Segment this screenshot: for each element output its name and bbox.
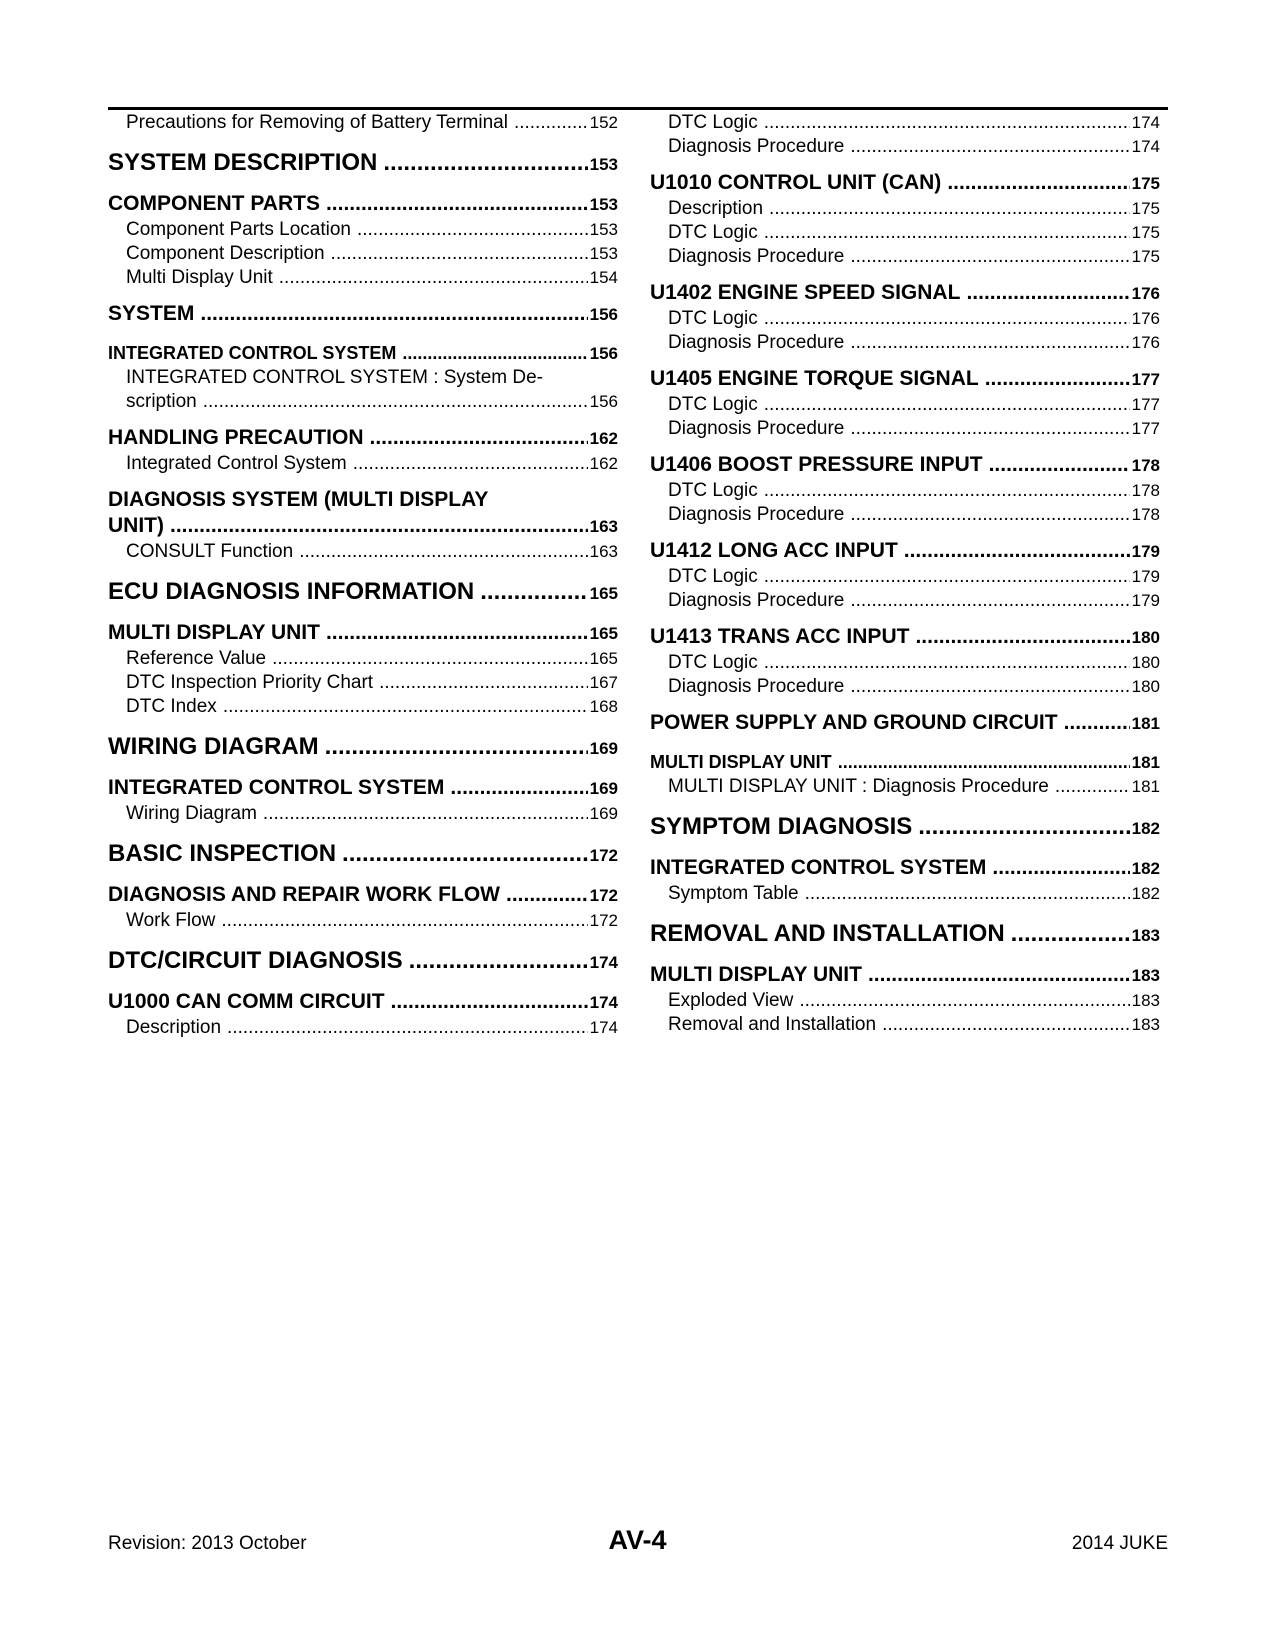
dot-leader bbox=[805, 882, 1130, 906]
toc-entry-page: 156 bbox=[589, 344, 618, 363]
dot-leader bbox=[915, 624, 1129, 650]
toc-entry-page: 174 bbox=[589, 993, 618, 1012]
dot-leader bbox=[764, 393, 1130, 417]
toc-entry-page: 183 bbox=[1131, 1015, 1160, 1034]
toc-entry-title: U1000 CAN COMM CIRCUIT bbox=[108, 990, 385, 1013]
dot-leader bbox=[966, 280, 1129, 306]
toc-entry[interactable] bbox=[650, 624, 1160, 651]
dot-leader bbox=[227, 1016, 588, 1040]
toc-entry-title: Removal and Installation bbox=[668, 1014, 877, 1035]
dot-leader bbox=[882, 1013, 1130, 1037]
toc-entry[interactable] bbox=[108, 425, 618, 452]
toc-entry-title: Work Flow bbox=[126, 910, 216, 931]
toc-entry[interactable] bbox=[650, 651, 1160, 675]
toc-entry[interactable] bbox=[108, 366, 618, 414]
toc-entry-title: U1405 ENGINE TORQUE SIGNAL bbox=[650, 367, 979, 390]
dot-leader bbox=[402, 341, 587, 366]
dot-leader bbox=[838, 750, 1130, 775]
toc-entry-title: Diagnosis Procedure bbox=[668, 590, 845, 611]
toc-entry[interactable] bbox=[108, 620, 618, 647]
toc-entry-title: SYSTEM DESCRIPTION bbox=[108, 149, 378, 176]
toc-entry-title: UNIT) bbox=[108, 514, 164, 537]
dot-leader bbox=[379, 671, 588, 695]
toc-entry-page: 163 bbox=[589, 542, 618, 561]
toc-entry[interactable] bbox=[650, 589, 1160, 613]
dot-leader bbox=[850, 331, 1129, 355]
toc-entry[interactable] bbox=[650, 503, 1160, 527]
dot-leader bbox=[1011, 919, 1130, 949]
toc-entry-page: 165 bbox=[589, 584, 618, 603]
toc-entry-title: ECU DIAGNOSIS INFORMATION bbox=[108, 578, 475, 605]
toc-entry[interactable] bbox=[650, 452, 1160, 479]
toc-entry-page: 175 bbox=[1131, 199, 1160, 218]
toc-entry-title: SYMPTOM DIAGNOSIS bbox=[650, 813, 913, 840]
toc-entry[interactable] bbox=[108, 218, 618, 242]
toc-entry[interactable] bbox=[650, 245, 1160, 269]
header-rule bbox=[108, 107, 1168, 110]
toc-entry-page: 181 bbox=[1131, 714, 1160, 733]
dot-leader bbox=[918, 812, 1129, 842]
toc-entry-page: 169 bbox=[589, 804, 618, 823]
dot-leader bbox=[850, 503, 1129, 527]
toc-entry-title: Diagnosis Procedure bbox=[668, 332, 845, 353]
dot-leader bbox=[263, 802, 588, 826]
dot-leader bbox=[799, 989, 1129, 1013]
dot-leader bbox=[506, 882, 588, 908]
toc-entry-page: 169 bbox=[589, 739, 618, 758]
dot-leader bbox=[353, 452, 588, 476]
toc-entry-title: U1010 CONTROL UNIT (CAN) bbox=[650, 171, 942, 194]
toc-entry-title: Exploded View bbox=[668, 990, 794, 1011]
dot-leader bbox=[357, 218, 588, 242]
toc-entry-page: 174 bbox=[589, 1018, 618, 1037]
toc-entry-page: 183 bbox=[1131, 991, 1160, 1010]
toc-entry-page: 165 bbox=[589, 624, 618, 643]
toc-entry-page: 177 bbox=[1131, 370, 1160, 389]
toc-entry-title-line: DIAGNOSIS SYSTEM (MULTI DISPLAY bbox=[108, 488, 489, 511]
toc-entry[interactable] bbox=[108, 732, 618, 764]
dot-leader bbox=[450, 775, 587, 801]
toc-entry-page: 177 bbox=[1131, 419, 1160, 438]
toc-entry-page: 176 bbox=[1131, 309, 1160, 328]
toc-entry-title: INTEGRATED CONTROL SYSTEM bbox=[650, 856, 987, 879]
toc-entry-title: Component Description bbox=[126, 243, 325, 264]
toc-entry-page: 179 bbox=[1131, 567, 1160, 586]
page-id: AV-4 bbox=[608, 1525, 667, 1555]
toc-entry-title-line: INTEGRATED CONTROL SYSTEM : System De- bbox=[126, 367, 543, 388]
toc-entry[interactable] bbox=[108, 540, 618, 564]
revision-label: Revision: 2013 October bbox=[108, 1533, 307, 1554]
toc-entry-title: Component Parts Location bbox=[126, 219, 351, 240]
toc-entry[interactable] bbox=[108, 301, 618, 328]
toc-entry-page: 153 bbox=[589, 155, 618, 174]
toc-entry-page: 175 bbox=[1131, 247, 1160, 266]
toc-entry-title: COMPONENT PARTS bbox=[108, 192, 320, 215]
toc-entry-page: 180 bbox=[1131, 677, 1160, 696]
toc-entry-title: WIRING DIAGRAM bbox=[108, 733, 319, 760]
toc-entry-title: REMOVAL AND INSTALLATION bbox=[650, 920, 1005, 947]
toc-entry-title: Symptom Table bbox=[668, 883, 799, 904]
toc-entry-title: Diagnosis Procedure bbox=[668, 418, 845, 439]
toc-entry[interactable] bbox=[650, 111, 1160, 135]
dot-leader bbox=[170, 513, 588, 539]
toc-entry-page: 180 bbox=[1131, 653, 1160, 672]
toc-entry-page: 180 bbox=[1131, 628, 1160, 647]
toc-entry-page: 174 bbox=[1131, 137, 1160, 156]
toc-entry-page: 181 bbox=[1131, 777, 1160, 796]
toc-entry[interactable] bbox=[108, 148, 618, 180]
toc-entry-title: MULTI DISPLAY UNIT bbox=[650, 963, 862, 986]
dot-leader bbox=[850, 135, 1129, 159]
toc-entry[interactable] bbox=[650, 307, 1160, 331]
toc-entry[interactable] bbox=[108, 839, 618, 871]
toc-entry[interactable] bbox=[650, 331, 1160, 355]
toc-entry-page: 163 bbox=[589, 517, 618, 536]
toc-entry-title: Description bbox=[668, 198, 764, 219]
toc-entry-page: 183 bbox=[1131, 966, 1160, 985]
toc-entry[interactable] bbox=[108, 341, 618, 366]
toc-entry[interactable] bbox=[108, 671, 618, 695]
toc-entry-page: 172 bbox=[589, 911, 618, 930]
toc-entry-page: 176 bbox=[1131, 333, 1160, 352]
toc-entry-page: 156 bbox=[589, 392, 618, 411]
toc-entry-page: 156 bbox=[589, 305, 618, 324]
toc-entry-page: 172 bbox=[589, 846, 618, 865]
dot-leader bbox=[331, 242, 588, 266]
dot-leader bbox=[203, 390, 588, 414]
dot-leader bbox=[764, 565, 1130, 589]
toc-entry-title: MULTI DISPLAY UNIT bbox=[650, 752, 832, 772]
toc-entry-title: Reference Value bbox=[126, 648, 267, 669]
toc-entry-page: 169 bbox=[589, 779, 618, 798]
toc-entry-title: MULTI DISPLAY UNIT : Diagnosis Procedure bbox=[668, 776, 1049, 797]
toc-entry-title: scription bbox=[126, 391, 197, 412]
toc-entry-page: 179 bbox=[1131, 591, 1160, 610]
toc-entry[interactable] bbox=[650, 882, 1160, 906]
toc-entry[interactable] bbox=[650, 675, 1160, 699]
dot-leader bbox=[947, 170, 1129, 196]
dot-leader bbox=[200, 301, 587, 327]
toc-entry-page: 165 bbox=[589, 649, 618, 668]
dot-leader bbox=[985, 366, 1130, 392]
dot-leader bbox=[342, 839, 588, 869]
dot-leader bbox=[764, 221, 1130, 245]
toc-entry-page: 178 bbox=[1131, 481, 1160, 500]
toc-column-left bbox=[108, 111, 618, 1040]
toc-entry-page: 153 bbox=[589, 220, 618, 239]
dot-leader bbox=[850, 589, 1129, 613]
toc-entry-title: MULTI DISPLAY UNIT bbox=[108, 621, 320, 644]
toc-entry-title: DTC Logic bbox=[668, 394, 758, 415]
dot-leader bbox=[279, 266, 588, 290]
page-footer bbox=[0, 1525, 1275, 1565]
toc-entry-page: 182 bbox=[1131, 859, 1160, 878]
toc-entry-title: Multi Display Unit bbox=[126, 267, 273, 288]
toc-entry[interactable] bbox=[108, 191, 618, 218]
dot-leader bbox=[904, 538, 1130, 564]
dot-leader bbox=[850, 245, 1129, 269]
toc-entry-page: 167 bbox=[589, 673, 618, 692]
toc-entry[interactable] bbox=[108, 242, 618, 266]
toc-entry-page: 172 bbox=[589, 886, 618, 905]
toc-entry-page: 183 bbox=[1131, 926, 1160, 945]
toc-entry-page: 152 bbox=[589, 113, 618, 132]
dot-leader bbox=[370, 425, 588, 451]
dot-leader bbox=[272, 647, 588, 671]
toc-entry[interactable] bbox=[650, 479, 1160, 503]
toc-entry-page: 153 bbox=[589, 244, 618, 263]
toc-entry-title: DTC Logic bbox=[668, 112, 758, 133]
toc-entry[interactable] bbox=[650, 565, 1160, 589]
toc-entry-page: 174 bbox=[589, 953, 618, 972]
toc-entry-page: 182 bbox=[1131, 884, 1160, 903]
toc-entry-title: HANDLING PRECAUTION bbox=[108, 426, 364, 449]
toc-entry-title: BASIC INSPECTION bbox=[108, 840, 337, 867]
toc-entry-title: Diagnosis Procedure bbox=[668, 136, 845, 157]
dot-leader bbox=[764, 651, 1130, 675]
toc-entry[interactable] bbox=[108, 775, 618, 802]
dot-leader bbox=[764, 307, 1130, 331]
toc-entry-title: DTC Index bbox=[126, 696, 217, 717]
toc-entry-page: 175 bbox=[1131, 174, 1160, 193]
toc-entry[interactable] bbox=[650, 417, 1160, 441]
dot-leader bbox=[850, 417, 1129, 441]
toc-entry[interactable] bbox=[108, 487, 618, 540]
toc-entry-title: SYSTEM bbox=[108, 302, 195, 325]
toc-entry[interactable] bbox=[650, 170, 1160, 197]
dot-leader bbox=[992, 855, 1129, 881]
toc-entry[interactable] bbox=[108, 989, 618, 1016]
toc-entry-page: 181 bbox=[1131, 753, 1160, 772]
toc-column-right bbox=[650, 111, 1160, 1037]
toc-entry[interactable] bbox=[650, 855, 1160, 882]
toc-entry[interactable] bbox=[650, 989, 1160, 1013]
toc-entry[interactable] bbox=[650, 197, 1160, 221]
toc-entry-title: DTC Logic bbox=[668, 222, 758, 243]
toc-entry-title: Description bbox=[126, 1017, 222, 1038]
toc-entry-title: CONSULT Function bbox=[126, 541, 294, 562]
toc-entry-page: 154 bbox=[589, 268, 618, 287]
toc-entry[interactable] bbox=[650, 919, 1160, 951]
dot-leader bbox=[299, 540, 587, 564]
toc-entry[interactable] bbox=[650, 962, 1160, 989]
toc-entry[interactable] bbox=[650, 280, 1160, 307]
toc-entry-title: U1402 ENGINE SPEED SIGNAL bbox=[650, 281, 961, 304]
toc-entry[interactable] bbox=[650, 775, 1160, 799]
toc-entry-title: DTC Logic bbox=[668, 308, 758, 329]
dot-leader bbox=[480, 577, 587, 607]
dot-leader bbox=[325, 732, 588, 762]
toc-entry[interactable] bbox=[650, 221, 1160, 245]
toc-entry[interactable] bbox=[108, 909, 618, 933]
toc-entry[interactable] bbox=[650, 366, 1160, 393]
toc-entry-page: 176 bbox=[1131, 284, 1160, 303]
dot-leader bbox=[1055, 775, 1130, 799]
toc-entry-title: U1412 LONG ACC INPUT bbox=[650, 539, 898, 562]
toc-entry[interactable] bbox=[650, 812, 1160, 844]
model-label: 2014 JUKE bbox=[1071, 1533, 1168, 1554]
toc-entry-title: Integrated Control System bbox=[126, 453, 347, 474]
dot-leader bbox=[769, 197, 1130, 221]
toc-entry-page: 178 bbox=[1131, 456, 1160, 475]
toc-entry[interactable] bbox=[108, 946, 618, 978]
toc-entry-title: Diagnosis Procedure bbox=[668, 504, 845, 525]
toc-entry-page: 182 bbox=[1131, 819, 1160, 838]
toc-entry[interactable] bbox=[108, 695, 618, 719]
toc-entry-title: INTEGRATED CONTROL SYSTEM bbox=[108, 343, 397, 363]
dot-leader bbox=[326, 191, 588, 217]
toc-entry-page: 162 bbox=[589, 429, 618, 448]
dot-leader bbox=[223, 695, 588, 719]
dot-leader bbox=[221, 909, 587, 933]
toc-entry[interactable] bbox=[650, 393, 1160, 417]
dot-leader bbox=[383, 148, 587, 178]
toc-entry-page: 168 bbox=[589, 697, 618, 716]
toc-entry-title: Wiring Diagram bbox=[126, 803, 257, 824]
toc-entry[interactable] bbox=[108, 802, 618, 826]
dot-leader bbox=[989, 452, 1130, 478]
toc-entry-title: Diagnosis Procedure bbox=[668, 246, 845, 267]
toc-entry-title: DTC Logic bbox=[668, 566, 758, 587]
dot-leader bbox=[326, 620, 588, 646]
toc-entry-title: Diagnosis Procedure bbox=[668, 676, 845, 697]
dot-leader bbox=[764, 111, 1130, 135]
toc-entry-title: INTEGRATED CONTROL SYSTEM bbox=[108, 776, 445, 799]
toc-entry-title: DTC Logic bbox=[668, 480, 758, 501]
toc-entry-title: DIAGNOSIS AND REPAIR WORK FLOW bbox=[108, 883, 500, 906]
dot-leader bbox=[764, 479, 1130, 503]
toc-entry-title: U1413 TRANS ACC INPUT bbox=[650, 625, 910, 648]
dot-leader bbox=[868, 962, 1130, 988]
toc-entry-page: 162 bbox=[589, 454, 618, 473]
toc-entry[interactable] bbox=[108, 266, 618, 290]
toc-entry[interactable] bbox=[108, 882, 618, 909]
toc-entry-title: Precautions for Removing of Battery Terminal bbox=[126, 112, 508, 133]
toc-entry-page: 153 bbox=[589, 195, 618, 214]
toc-entry[interactable] bbox=[650, 1013, 1160, 1037]
toc-entry[interactable] bbox=[650, 135, 1160, 159]
toc-entry-title: U1406 BOOST PRESSURE INPUT bbox=[650, 453, 983, 476]
toc-entry[interactable] bbox=[108, 1016, 618, 1040]
dot-leader bbox=[850, 675, 1129, 699]
toc-entry-title: POWER SUPPLY AND GROUND CIRCUIT bbox=[650, 711, 1058, 734]
toc-entry[interactable] bbox=[650, 710, 1160, 737]
dot-leader bbox=[1064, 710, 1130, 736]
toc-entry[interactable] bbox=[650, 538, 1160, 565]
toc-entry-page: 174 bbox=[1131, 113, 1160, 132]
toc-entry[interactable] bbox=[650, 750, 1160, 775]
toc-entry-title: DTC/CIRCUIT DIAGNOSIS bbox=[108, 947, 403, 974]
dot-leader bbox=[409, 946, 588, 976]
toc-entry-page: 177 bbox=[1131, 395, 1160, 414]
toc-entry-page: 175 bbox=[1131, 223, 1160, 242]
toc-entry[interactable] bbox=[108, 577, 618, 609]
dot-leader bbox=[514, 111, 588, 135]
toc-entry[interactable] bbox=[108, 647, 618, 671]
toc-entry-page: 178 bbox=[1131, 505, 1160, 524]
toc-entry[interactable] bbox=[108, 452, 618, 476]
toc-entry[interactable] bbox=[108, 111, 618, 135]
toc-entry-page: 179 bbox=[1131, 542, 1160, 561]
toc-entry-title: DTC Inspection Priority Chart bbox=[126, 672, 374, 693]
toc-entry-title: DTC Logic bbox=[668, 652, 758, 673]
dot-leader bbox=[391, 989, 588, 1015]
